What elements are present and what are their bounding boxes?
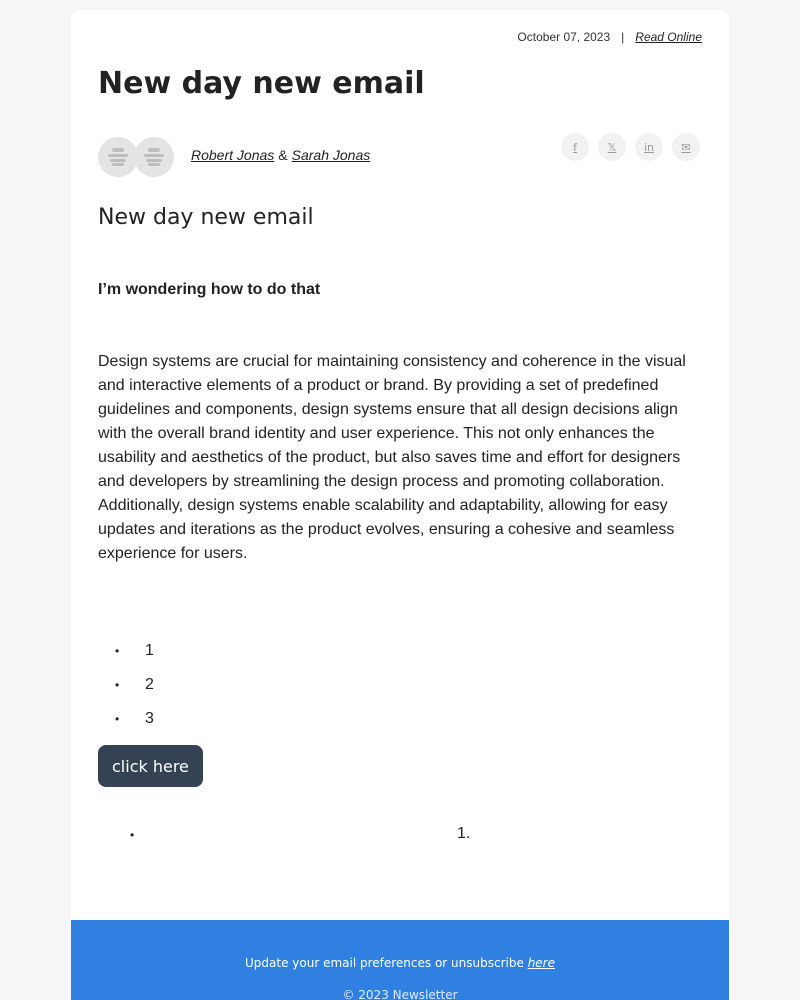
bullet-icon: • xyxy=(115,678,120,692)
ordered-item-number: 1. xyxy=(457,825,471,842)
avatar-placeholder-icon xyxy=(106,147,130,167)
read-online-link[interactable]: Read Online xyxy=(635,30,702,44)
bullet-icon: • xyxy=(130,828,135,842)
bullet-icon: • xyxy=(115,644,120,658)
header-meta xyxy=(517,30,702,44)
avatar xyxy=(134,137,174,177)
email-card xyxy=(71,10,729,1000)
bullet-list xyxy=(115,634,154,736)
list-item-text: 1 xyxy=(145,642,154,659)
unsubscribe-link[interactable]: here xyxy=(527,956,555,970)
social-share-links xyxy=(561,133,700,161)
click-here-button[interactable]: click here xyxy=(98,745,203,787)
issue-date: October 07, 2023 xyxy=(517,30,611,44)
footer xyxy=(71,920,729,1000)
preferences-text: Update your email preferences or unsubscribe xyxy=(245,956,524,970)
linkedin-icon[interactable]: in xyxy=(635,133,663,161)
facebook-icon[interactable]: f xyxy=(561,133,589,161)
author-names xyxy=(191,147,370,163)
section-heading: New day new email xyxy=(98,205,314,230)
list-item xyxy=(115,702,154,736)
body-paragraph: Design systems are crucial for maintaining consistency and coherence in the visual and interactive elements of a product or brand. By providing a set of predefined guidelines and components, design systems ensure that all design decisions align with the overall brand identity and user experience. This not only enhances the usability and aesthetics of the product, but also saves time and effort for designers and developers by streamlining the design process and promoting collaboration. Additionally, design systems enable scalability and adaptability, allowing for easy updates and iterations as the product evolves, ensuring a cohesive and seamless experience for users. xyxy=(98,353,686,562)
email-icon[interactable]: ✉ xyxy=(672,133,700,161)
avatar xyxy=(98,137,138,177)
list-item xyxy=(115,634,154,668)
page-title: New day new email xyxy=(98,66,425,101)
author-ampersand: & xyxy=(278,147,288,163)
author-avatars xyxy=(98,137,178,177)
meta-separator: | xyxy=(621,30,625,44)
list-item-text: 2 xyxy=(145,676,154,693)
x-icon[interactable]: 𝕏 xyxy=(598,133,626,161)
lead-text: I’m wondering how to do that xyxy=(98,281,321,298)
footer-copyright: © 2023 Newsletter xyxy=(342,988,458,1000)
list-item xyxy=(115,668,154,702)
list-item-text: 3 xyxy=(145,710,154,727)
footer-preferences xyxy=(71,956,729,970)
author-link-sarah[interactable]: Sarah Jonas xyxy=(291,147,371,163)
author-link-robert[interactable]: Robert Jonas xyxy=(191,147,275,163)
bullet-icon: • xyxy=(115,712,120,726)
nested-list xyxy=(115,825,715,855)
avatar-placeholder-icon xyxy=(142,147,166,167)
